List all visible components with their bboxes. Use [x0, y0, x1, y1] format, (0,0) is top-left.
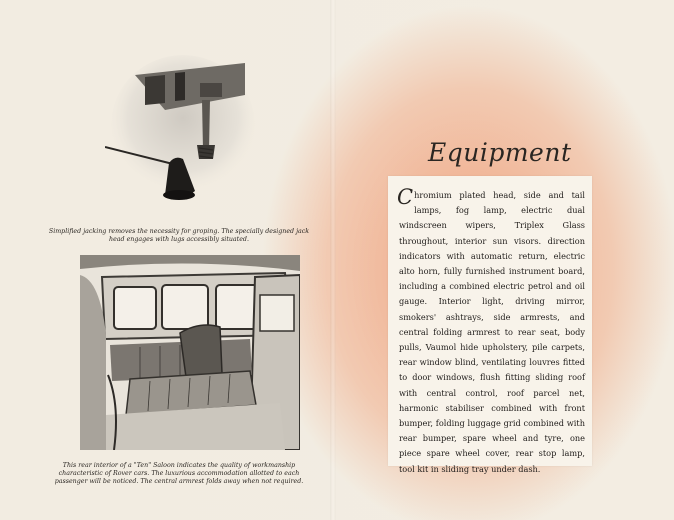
equipment-heading: Equipment: [428, 138, 572, 167]
equipment-list-text: [397, 185, 585, 477]
page-fold: [330, 0, 336, 520]
drop-cap: C: [397, 185, 414, 209]
jack-illustration: [105, 55, 255, 205]
saloon-interior-illustration: [80, 255, 300, 450]
caption-jack: Simplified jacking removes the necessity for groping. The specially designed jack head engages with lugs accessibly situated.: [48, 228, 310, 243]
equipment-text: hromium plated head, side and tail lamps, fog lamp, electric dual windscreen wipers, Triplex Glass throughout, interior sun visors. direction indicators with automatic return, electric alto horn, fully furnished instrument board, including a combined electric petrol and oil gauge. Interior light, driving mirror, smokers' ashtrays, side armrests, and central folding armrest to rear seat, body pulls, Vaumol hide upholstery, pile carpets, rear window blind, ventilating louvres fitted to door windows, flush fitting sliding roof with central control, roof parcel net, harmonic stabiliser combined with front bumper, folding luggage grid combined with rear bumper, spare wheel and tyre, one piece spare wheel cover, rear stop lamp, tool kit in sliding tray under dash.: [399, 190, 585, 474]
caption-interior: This rear interior of a "Ten" Saloon indicates the quality of workmanship characteristic of Rover cars. The luxurious accommodation allotted to each passenger will be noticed. The central armrest folds away when not required.: [54, 462, 304, 485]
